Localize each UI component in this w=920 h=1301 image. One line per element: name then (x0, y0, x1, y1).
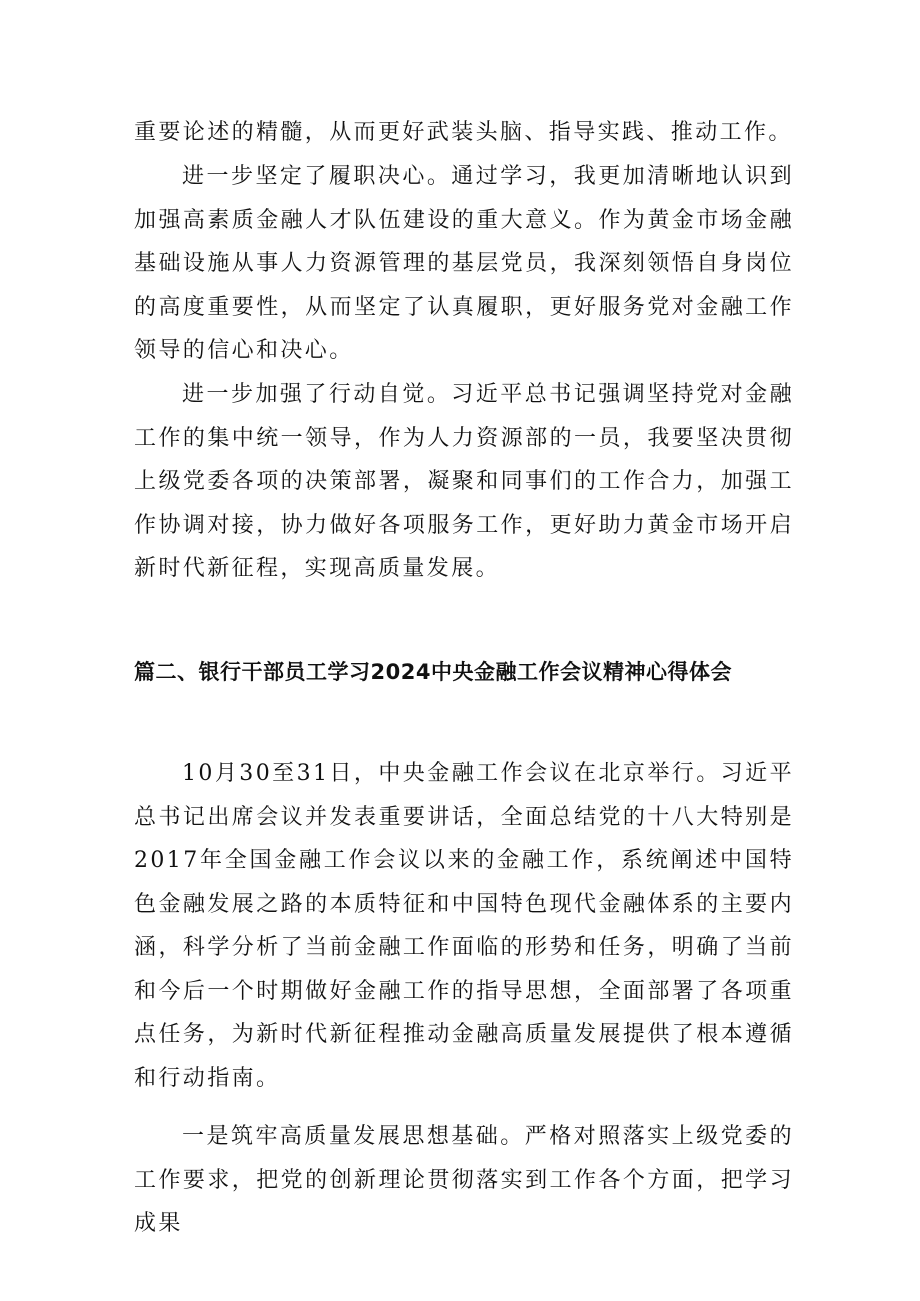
section-heading: 篇二、银行干部员工学习2024中央金融工作会议精神心得体会 (134, 660, 732, 684)
paragraph-first-point: 一是筑牢高质量发展思想基础。严格对照落实上级党委的工作要求，把党的创新理论贯彻落实到工作各个方面，把学习成果 (134, 1124, 794, 1236)
paragraph-resolve: 进一步坚定了履职决心。通过学习，我更加清晰地认识到加强高素质金融人才队伍建设的重大意义。作为黄金市场金融基础设施从事人力资源管理的基层党员，我深刻领悟自身岗位的高度重要性，从而坚定了认真履职，更好服务党对金融工作领导的信心和决心。 (134, 164, 794, 363)
paragraph-action: 进一步加强了行动自觉。习近平总书记强调坚持党对金融工作的集中统一领导，作为人力资源部的一员，我要坚决贯彻上级党委各项的决策部署，凝聚和同事们的工作合力，加强工作协调对接，协力做好各项服务工作，更好助力黄金市场开启新时代新征程，实现高质量发展。 (134, 382, 794, 581)
paragraph-continuation: 重要论述的精髓，从而更好武装头脑、指导实践、推动工作。 (134, 120, 793, 145)
paragraph-meeting-summary: 10月30至31日，中央金融工作会议在北京举行。习近平总书记出席会议并发表重要讲话，全面总结党的十八大特别是2017年全国金融工作会议以来的金融工作，系统阐述中国特色金融发展之路的本质特征和中国特色现代金融体系的主要内涵，科学分析了当前金融工作面临的形势和任务，明确了当前和今后一个时期做好金融工作的指导思想，全面部署了各项重点任务，为新时代新征程推动金融高质量发展提供了根本遵循和行动指南。 (134, 761, 794, 1091)
